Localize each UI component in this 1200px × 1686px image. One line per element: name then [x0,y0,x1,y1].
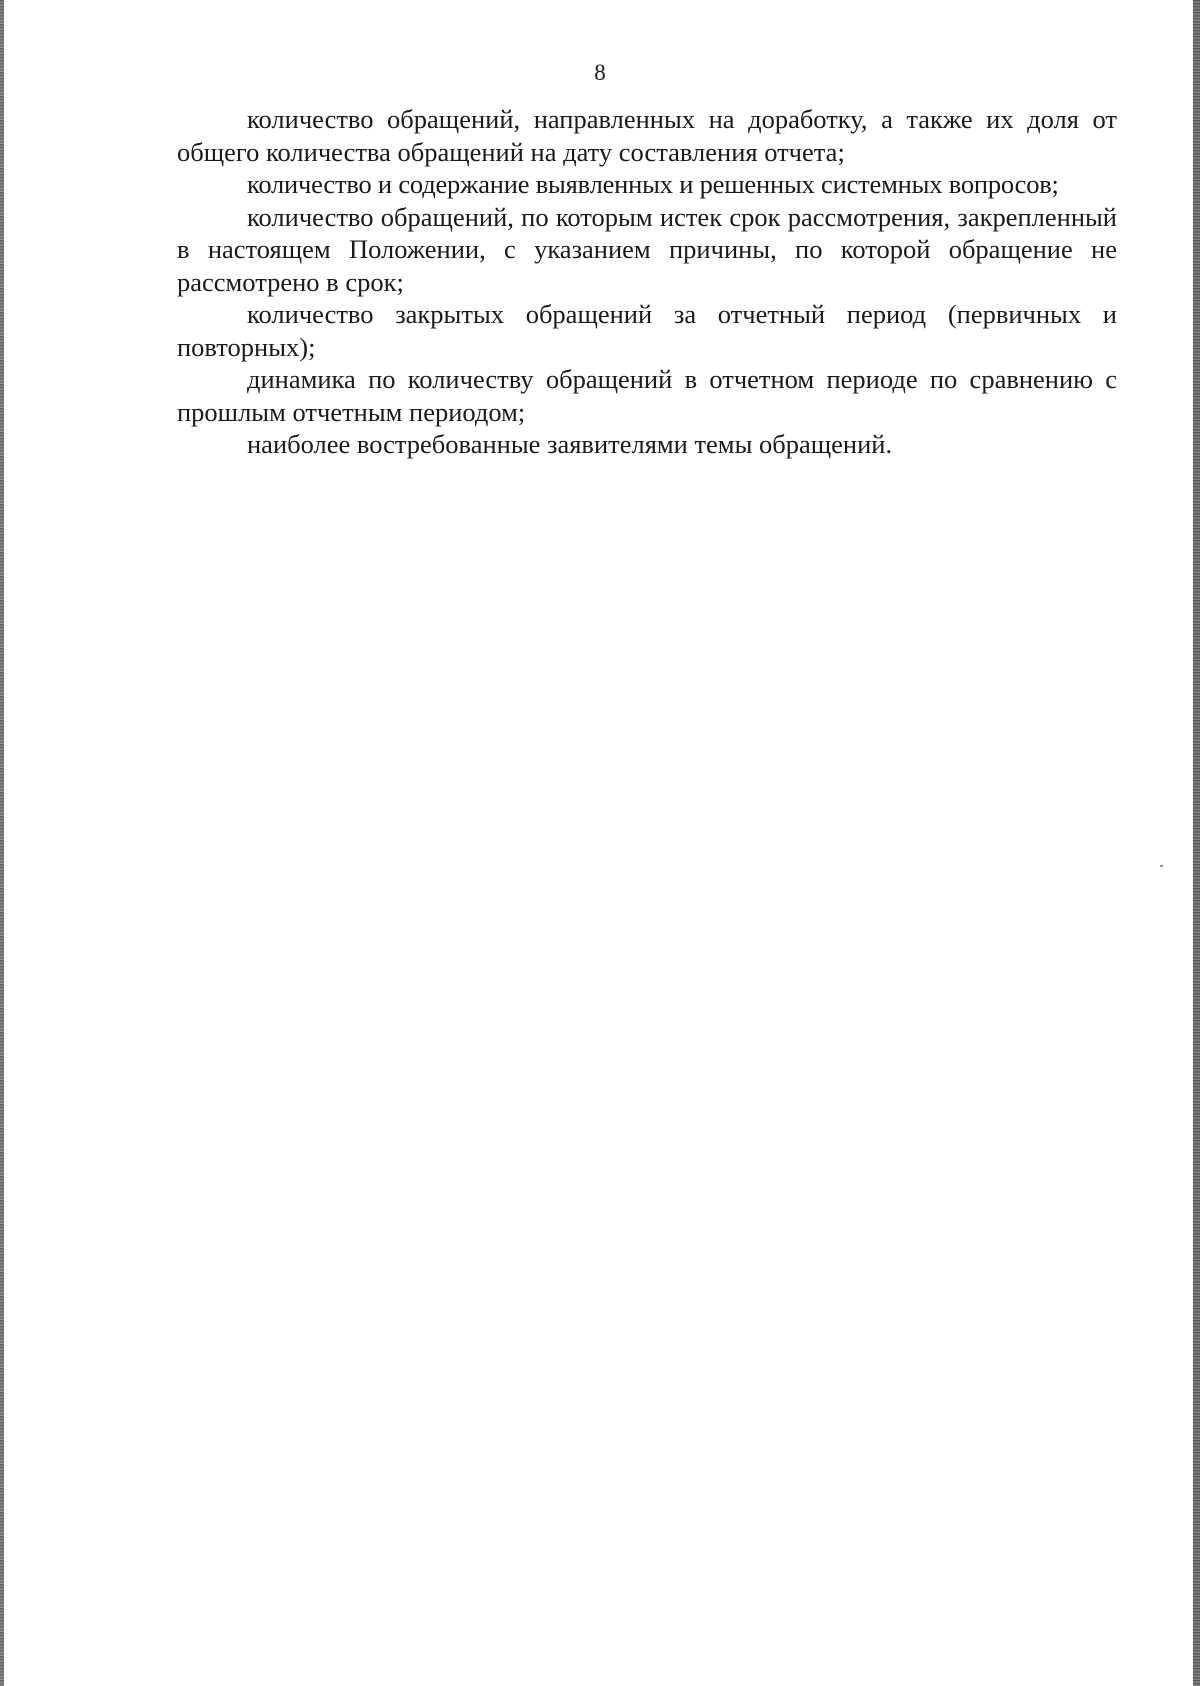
paragraph-appeals-dynamics: динамика по количеству обращений в отчетном периоде по сравнению с прошлым отчетным периодом; [177,364,1117,427]
paragraph-systemic-issues: количество и содержание выявленных и решенных системных вопросов; [247,169,1059,199]
paragraph-popular-topics: наиболее востребованные заявителями темы обращений. [247,429,893,459]
scan-border-left [0,0,4,1686]
document-body [177,103,1117,461]
page-number: 8 [594,60,606,85]
paragraph-closed-appeals: количество закрытых обращений за отчетный период (первичных и повторных); [177,299,1117,362]
paragraph-returned-for-revision: количество обращений, направленных на доработку, а также их доля от общего количества обращений на дату составления отчета; [177,104,1117,167]
scan-border-right [1193,0,1200,1686]
scan-speck [1160,865,1163,867]
paragraph-overdue-appeals: количество обращений, по которым истек срок рассмотрения, закрепленный в настоящем Положении, с указанием причины, по которой обращение не рассмотрено в срок; [177,201,1117,297]
